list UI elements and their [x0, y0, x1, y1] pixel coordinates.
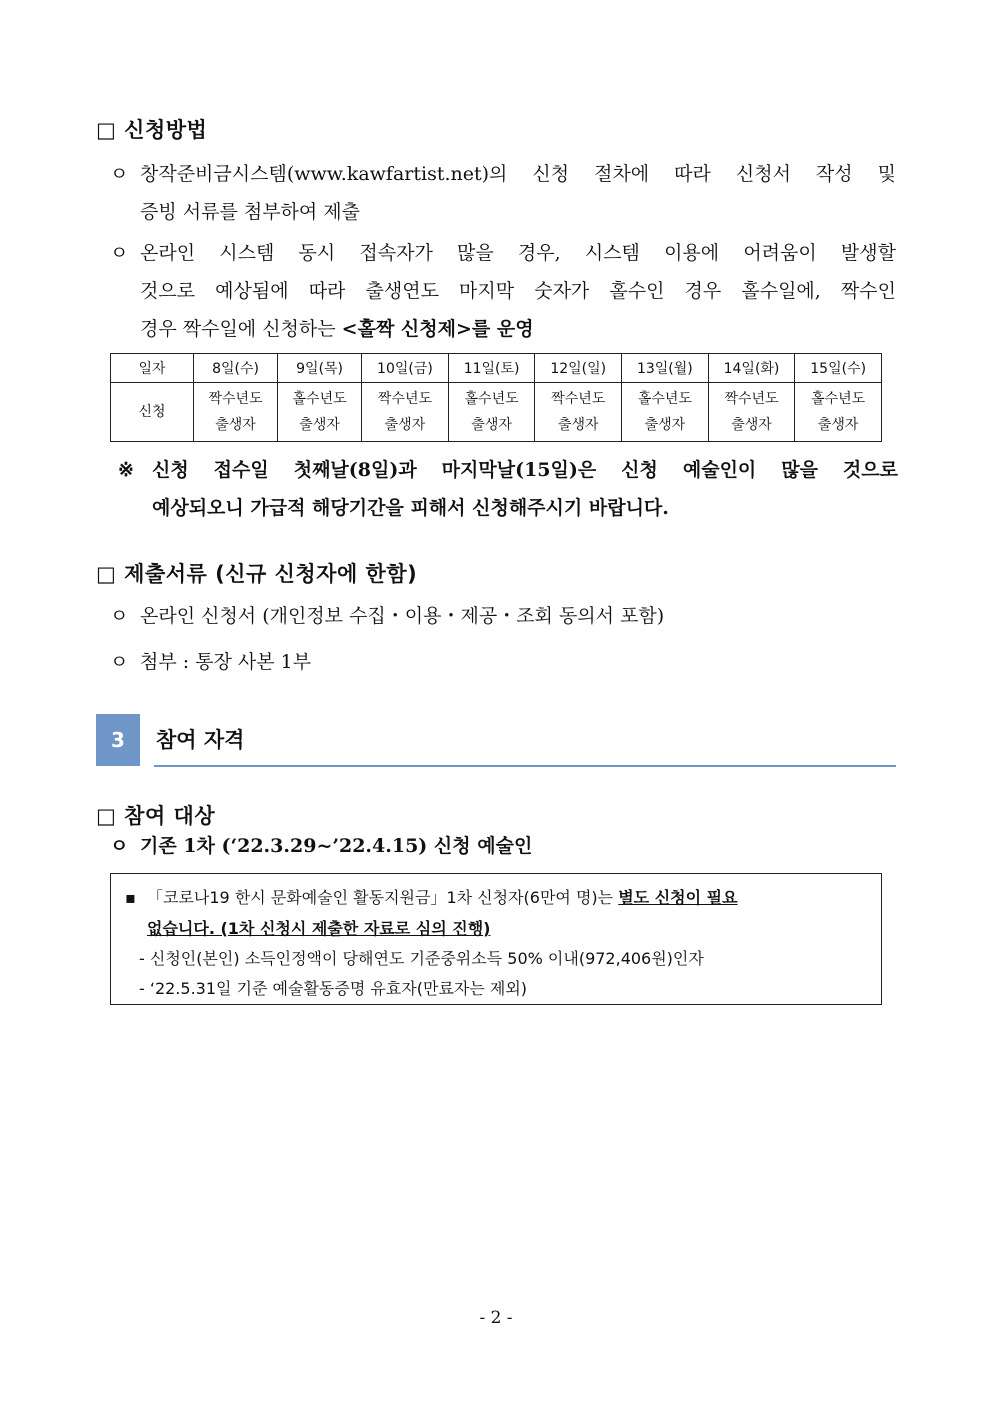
- target-item: [110, 827, 532, 865]
- box-line-2: 없습니다. (1차 신청시 제출한 자료로 심의 진행): [147, 919, 491, 938]
- cell-line: 출생자: [299, 417, 340, 433]
- section-divider: [154, 765, 896, 767]
- documents-item-1: [110, 597, 664, 635]
- item-line: [110, 310, 896, 348]
- section-title: 참여 자격: [156, 728, 245, 752]
- cell-line: 출생자: [731, 417, 772, 433]
- eligibility-box: [110, 873, 882, 1005]
- table-cell-group: [795, 383, 882, 442]
- table-cell-group: [194, 383, 278, 442]
- item-line: 것으로 예상됨에 따라 출생연도 마지막 숫자가 홀수인 경우 홀수일에, 짝수인: [140, 280, 896, 302]
- cell-line: 홀수년도: [637, 391, 692, 407]
- cell-line: 출생자: [384, 417, 426, 433]
- bullet-icon: ㅇ: [110, 163, 129, 185]
- table-cell-date: 13일(월): [622, 354, 709, 383]
- table-cell-group: [278, 383, 362, 442]
- table-cell-date: 9일(목): [278, 354, 362, 383]
- item-text: 기존 1차 (‘22.3.29~’22.4.15) 신청 예술인: [140, 835, 533, 857]
- notice: [118, 451, 898, 527]
- bullet-icon: ㅇ: [110, 605, 129, 627]
- item-line: 창작준비금시스템(www.kawfartist.net)의 신청 절차에 따라 신청서 작성 및: [140, 163, 896, 185]
- table-cell-date: 8일(수): [194, 354, 278, 383]
- page-number: - 2 -: [479, 1308, 513, 1328]
- documents-item-2: [110, 643, 311, 681]
- table-cell-date: 15일(수): [795, 354, 882, 383]
- table-cell-date: 10일(금): [362, 354, 449, 383]
- box-text-plain: 「코로나19 한시 문화예술인 활동지원금」1차 신청자(6만여 명)는: [147, 888, 619, 907]
- cell-line: 홀수년도: [292, 391, 347, 407]
- cell-line: 출생자: [644, 417, 686, 433]
- box-sub-2: - ‘22.5.31일 기준 예술활동증명 유효자(만료자는 제외): [139, 979, 528, 998]
- table-cell-group: [708, 383, 795, 442]
- cell-line: 출생자: [557, 417, 599, 433]
- square-bullet-icon: ▪: [125, 888, 136, 907]
- item-text: 온라인 신청서 (개인정보 수집・이용・제공・조회 동의서 포함): [140, 605, 665, 627]
- odd-even-system: <홀짝 신청제>를 운영: [341, 318, 534, 340]
- cell-line: 출생자: [471, 417, 512, 433]
- notice-line: 신청 접수일 첫째날(8일)과 마지막날(15일)은 신청 예술인이 많을 것으로: [152, 459, 898, 481]
- cell-line: 홀수년도: [464, 391, 519, 407]
- table-cell-date: 12일(일): [535, 354, 622, 383]
- cell-line: 짝수년도: [551, 391, 606, 407]
- bullet-icon: ㅇ: [110, 242, 129, 264]
- cell-line: 출생자: [215, 417, 256, 433]
- table-cell-date: 14일(화): [708, 354, 795, 383]
- reference-mark-icon: ※: [118, 459, 134, 481]
- apply-method-heading: □ 신청방법: [96, 118, 208, 142]
- cell-line: 출생자: [817, 417, 859, 433]
- item-line: 온라인 시스템 동시 접속자가 많을 경우, 시스템 이용에 어려움이 발생할: [140, 242, 896, 264]
- documents-heading: □ 제출서류 (신규 신청자에 한함): [96, 562, 418, 586]
- apply-method-item-2: [110, 234, 896, 348]
- cell-line: 짝수년도: [377, 391, 432, 407]
- target-heading: □ 참여 대상: [96, 804, 216, 828]
- cell-line: 짝수년도: [724, 391, 779, 407]
- table-header-apply: 신청: [111, 383, 194, 442]
- bullet-icon: ㅇ: [110, 651, 129, 673]
- notice-line: 예상되오니 가급적 해당기간을 피해서 신청해주시기 바랍니다.: [152, 497, 669, 519]
- cell-line: 짝수년도: [208, 391, 263, 407]
- table-cell-group: [362, 383, 449, 442]
- no-separate-apply: 별도 신청이 필요: [618, 888, 738, 907]
- cell-line: 홀수년도: [811, 391, 866, 407]
- table-cell-date: 11일(토): [448, 354, 535, 383]
- table-cell-group: [535, 383, 622, 442]
- item-text: 첨부 : 통장 사본 1부: [140, 651, 312, 673]
- box-sub-1: - 신청인(본인) 소득인정액이 당해연도 기준중위소득 50% 이내(972,406원)인자: [139, 949, 704, 968]
- table-cell-group: [622, 383, 709, 442]
- box-line-1: [125, 883, 873, 913]
- section-number-badge: 3: [96, 714, 140, 766]
- table-cell-group: [448, 383, 535, 442]
- schedule-table: [110, 353, 882, 442]
- apply-method-item-1: [110, 155, 896, 231]
- item-line-plain: 경우 짝수일에 신청하는: [140, 318, 342, 340]
- table-header-date: 일자: [111, 354, 194, 383]
- bullet-icon: ㅇ: [110, 835, 129, 857]
- item-line: 증빙 서류를 첨부하여 제출: [140, 201, 361, 223]
